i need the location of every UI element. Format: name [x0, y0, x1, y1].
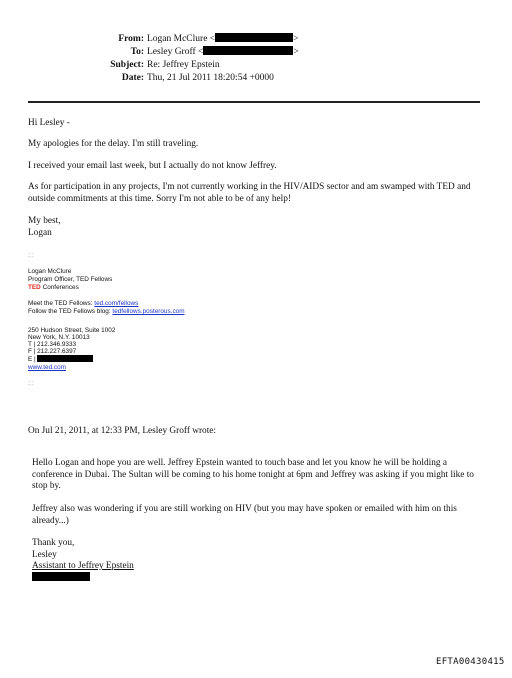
- greeting: Hi Lesley -: [28, 118, 70, 128]
- from-value: [147, 33, 299, 45]
- quoted-name: Lesley: [32, 550, 57, 560]
- to-name: Lesley Groff <: [147, 47, 204, 57]
- subject-label: Subject:: [110, 60, 144, 70]
- document-id: EFTA00430415: [436, 657, 505, 667]
- signature-name: Logan McClure: [28, 268, 72, 275]
- follow-blog-label: Follow the TED Fellows blog:: [28, 308, 113, 315]
- redaction-box: [37, 355, 93, 362]
- website-link[interactable]: www.ted.com: [28, 364, 67, 371]
- email-line: [28, 355, 93, 364]
- redaction-box: [32, 572, 90, 581]
- quote-attribution: On Jul 21, 2011, at 12:33 PM, Lesley Groff wrote:: [28, 426, 216, 436]
- fax-line: F | 212.227.6397: [28, 348, 77, 355]
- signature-separator: :::: [28, 252, 34, 259]
- address-line-2: New York, N.Y. 10013: [28, 334, 90, 341]
- subject-value: Re: Jeffrey Epstein: [147, 60, 220, 70]
- closing-line-1: My best,: [28, 216, 61, 226]
- signature-separator: :::: [28, 380, 34, 387]
- from-name: Logan McClure <: [147, 34, 216, 44]
- body-paragraph-1: My apologies for the delay. I'm still traveling.: [28, 139, 199, 149]
- meet-fellows-line: [28, 300, 138, 308]
- from-label: From:: [118, 34, 144, 44]
- quoted-thanks: Thank you,: [32, 538, 75, 548]
- quoted-paragraph-1: Hello Logan and hope you are well. Jeffrey Epstein wanted to touch base and let you know he will be holding a conference in Dubai. The Sultan will be coming to his home tonight at 6pm and Jeffrey was asking if you might like to stop by.: [32, 458, 474, 491]
- follow-blog-line: [28, 308, 185, 316]
- phone-line: T | 212.346.9333: [28, 341, 77, 348]
- body-paragraph-3: As for participation in any projects, I'm not currently working in the HIV/AIDS sector and am swamped with TED and outside commitments at this time. Sorry I'm not able to be of any help!: [28, 182, 471, 204]
- date-label: Date:: [121, 73, 144, 83]
- closing-line-2: Logan: [28, 228, 52, 238]
- signature-title: Program Officer, TED Fellows: [28, 276, 113, 283]
- redaction-box: [215, 33, 293, 42]
- redaction-box: [203, 46, 293, 55]
- blog-link[interactable]: tedfellows.posterous.com: [112, 308, 185, 315]
- email-label: E |: [28, 356, 36, 363]
- header-divider: [28, 101, 480, 103]
- quoted-paragraph-2: Jeffrey also was wondering if you are still working on HIV (but you may have spoken or emailed with him on this already...): [32, 504, 457, 526]
- signature-conferences: Conferences: [40, 284, 79, 291]
- signature-org: [28, 284, 79, 292]
- body-paragraph-2: I received your email last week, but I actually do not know Jeffrey.: [28, 161, 277, 171]
- date-value: Thu, 21 Jul 2011 18:20:54 +0000: [147, 73, 274, 83]
- meet-fellows-label: Meet the TED Fellows:: [28, 300, 95, 307]
- quoted-role: Assistant to Jeffrey Epstein: [32, 561, 134, 571]
- ted-wordmark: TED: [28, 284, 41, 291]
- address-line-1: 250 Hudson Street, Suite 1002: [28, 327, 116, 334]
- to-end: >: [293, 47, 299, 57]
- fellows-link[interactable]: ted.com/fellows: [94, 300, 139, 307]
- to-label: To:: [130, 47, 144, 57]
- to-value: [147, 46, 299, 58]
- website-line: [28, 364, 66, 372]
- from-end: >: [293, 34, 299, 44]
